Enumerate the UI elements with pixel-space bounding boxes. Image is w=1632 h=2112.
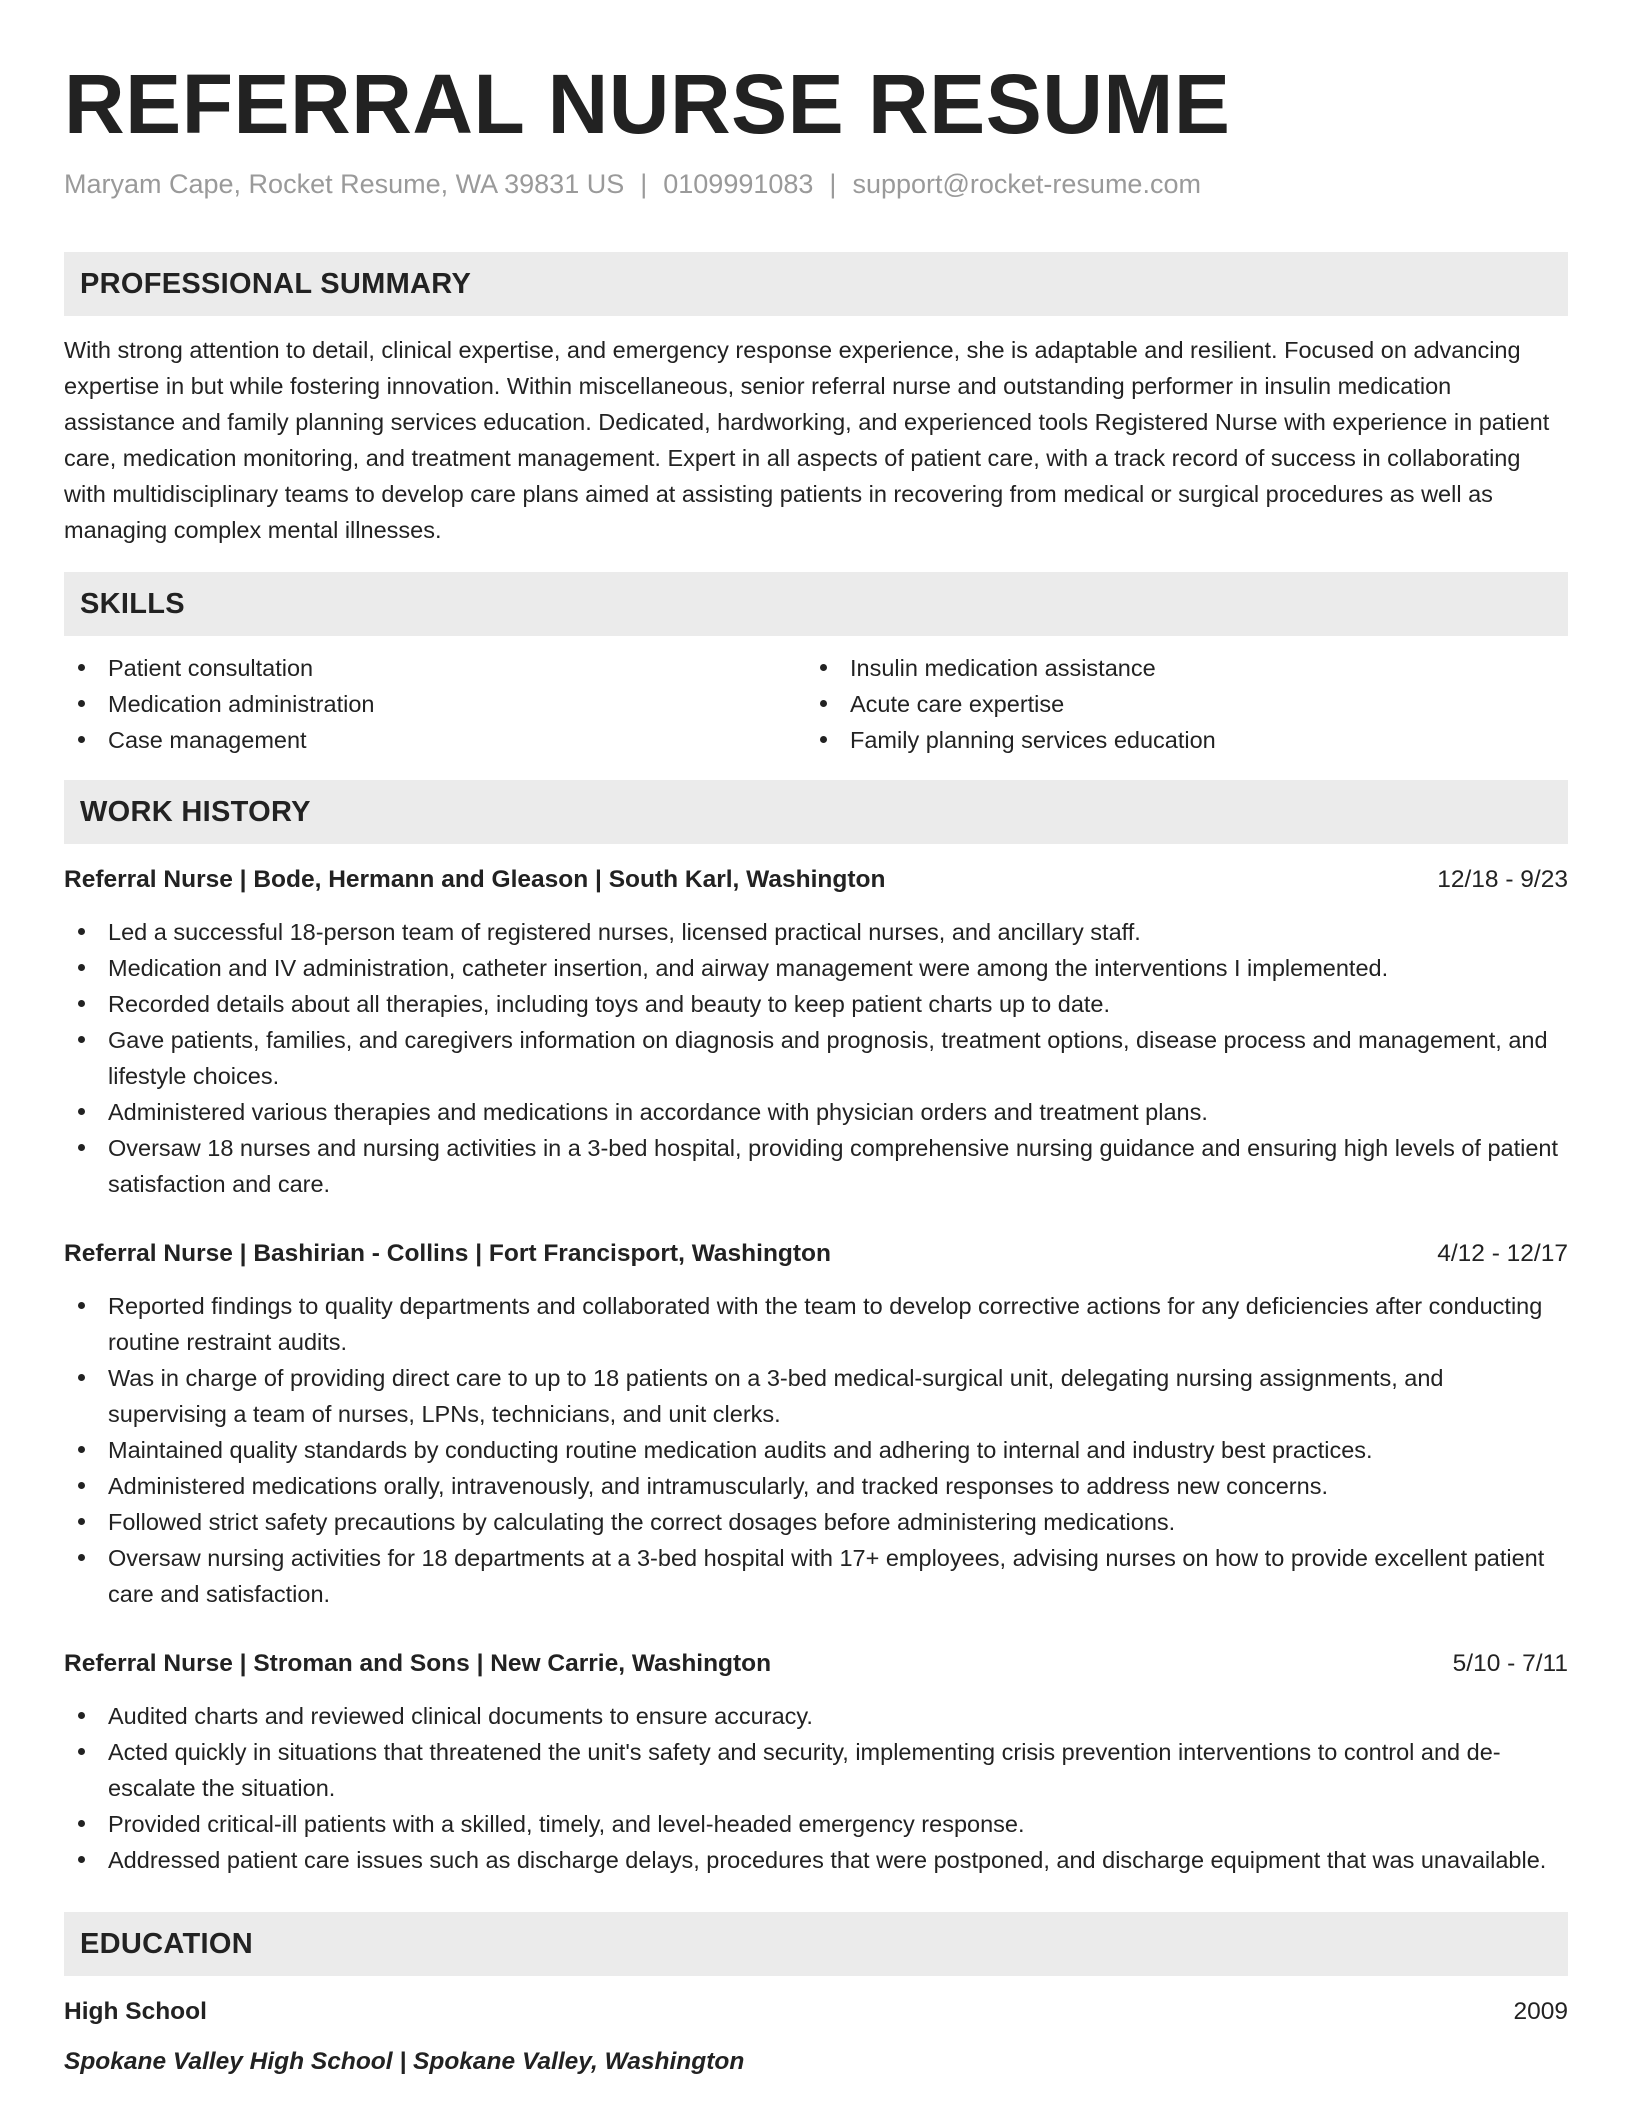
job-bullet: Gave patients, families, and caregivers information on diagnosis and prognosis, treatment options, disease process and management, and lifestyle choices. [64, 1022, 1568, 1094]
job-bullet: Was in charge of providing direct care to up to 18 patients on a 3-bed medical-surgical unit, delegating nursing assignments, and supervising a team of nurses, LPNs, technicians, and unit clerks. [64, 1360, 1568, 1432]
skills-column-right [806, 650, 1548, 758]
job-dates: 12/18 - 9/23 [1437, 865, 1568, 893]
skill-item: Family planning services education [806, 722, 1548, 758]
job-bullets [64, 914, 1568, 1202]
contact-email: support@rocket-resume.com [852, 169, 1201, 199]
section-heading-summary: PROFESSIONAL SUMMARY [64, 252, 1568, 316]
job-entry [64, 1646, 1568, 1878]
job-header [64, 862, 1568, 898]
contact-separator: | [640, 169, 648, 199]
skill-item: Patient consultation [64, 650, 806, 686]
skill-item: Case management [64, 722, 806, 758]
job-header [64, 1646, 1568, 1682]
page-title: REFERRAL NURSE RESUME [64, 57, 1231, 151]
summary-text: With strong attention to detail, clinical expertise, and emergency response experience, she is adaptable and resilient. Focused on advancing expertise in but while fostering innovation. Within miscellaneous, senior referral nurse and outstanding performer in insulin medication assistance and family planning services education. Dedicated, hardworking, and experienced tools Registered Nurse with experience in patient care, medication monitoring, and treatment management. Expert in all aspects of patient care, with a track record of success in collaborating with multidisciplinary teams to develop care plans aimed at assisting patients in recovering from medical or surgical procedures as well as managing complex mental illnesses. [64, 337, 1550, 543]
job-title: Referral Nurse | Bashirian - Collins | Fort Francisport, Washington [64, 1239, 831, 1267]
skills-column-left [64, 650, 806, 758]
job-entry [64, 862, 1568, 1202]
job-dates: 5/10 - 7/11 [1452, 1649, 1568, 1677]
job-bullets [64, 1698, 1568, 1878]
section-heading-work-history: WORK HISTORY [64, 780, 1568, 844]
job-header [64, 1236, 1568, 1272]
job-bullet: Maintained quality standards by conducting routine medication audits and adhering to internal and industry best practices. [64, 1432, 1568, 1468]
job-bullet: Acted quickly in situations that threatened the unit's safety and security, implementing crisis prevention interventions to control and de-escalate the situation. [64, 1734, 1568, 1806]
contact-line [64, 166, 1568, 202]
education-entry [64, 1994, 1568, 2080]
job-title: Referral Nurse | Bode, Hermann and Gleason | South Karl, Washington [64, 865, 886, 893]
contact-phone: 0109991083 [663, 169, 814, 199]
skill-item: Acute care expertise [806, 686, 1548, 722]
job-dates: 4/12 - 12/17 [1437, 1239, 1568, 1267]
job-bullet: Audited charts and reviewed clinical documents to ensure accuracy. [64, 1698, 1568, 1734]
skills-list [64, 650, 1568, 758]
job-bullet: Reported findings to quality departments and collaborated with the team to develop corrective actions for any deficiencies after conducting routine restraint audits. [64, 1288, 1568, 1360]
job-title: Referral Nurse | Stroman and Sons | New Carrie, Washington [64, 1649, 772, 1677]
education-degree: High School [64, 1997, 207, 2025]
section-heading-education: EDUCATION [64, 1912, 1568, 1976]
job-bullets [64, 1288, 1568, 1612]
job-bullet: Administered various therapies and medications in accordance with physician orders and treatment plans. [64, 1094, 1568, 1130]
job-bullet: Recorded details about all therapies, including toys and beauty to keep patient charts up to date. [64, 986, 1568, 1022]
job-bullet: Administered medications orally, intravenously, and intramuscularly, and tracked responses to address new concerns. [64, 1468, 1568, 1504]
job-entry [64, 1236, 1568, 1612]
job-bullet: Provided critical-ill patients with a skilled, timely, and level-headed emergency response. [64, 1806, 1568, 1842]
job-bullet: Oversaw 18 nurses and nursing activities in a 3-bed hospital, providing comprehensive nursing guidance and ensuring high levels of patient satisfaction and care. [64, 1130, 1568, 1202]
section-heading-skills: SKILLS [64, 572, 1568, 636]
contact-address: Maryam Cape, Rocket Resume, WA 39831 US [64, 169, 625, 199]
education-year: 2009 [1513, 1997, 1568, 2025]
contact-separator: | [829, 169, 837, 199]
skill-item: Medication administration [64, 686, 806, 722]
skill-item: Insulin medication assistance [806, 650, 1548, 686]
job-bullet: Medication and IV administration, catheter insertion, and airway management were among the interventions I implemented. [64, 950, 1568, 986]
job-bullet: Led a successful 18-person team of registered nurses, licensed practical nurses, and ancillary staff. [64, 914, 1568, 950]
education-header [64, 1994, 1568, 2030]
job-bullet: Followed strict safety precautions by calculating the correct dosages before administering medications. [64, 1504, 1568, 1540]
job-bullet: Oversaw nursing activities for 18 departments at a 3-bed hospital with 17+ employees, advising nurses on how to provide excellent patient care and satisfaction. [64, 1540, 1568, 1612]
education-school: Spokane Valley High School | Spokane Valley, Washington [64, 2047, 745, 2075]
job-bullet: Addressed patient care issues such as discharge delays, procedures that were postponed, and discharge equipment that was unavailable. [64, 1842, 1568, 1878]
